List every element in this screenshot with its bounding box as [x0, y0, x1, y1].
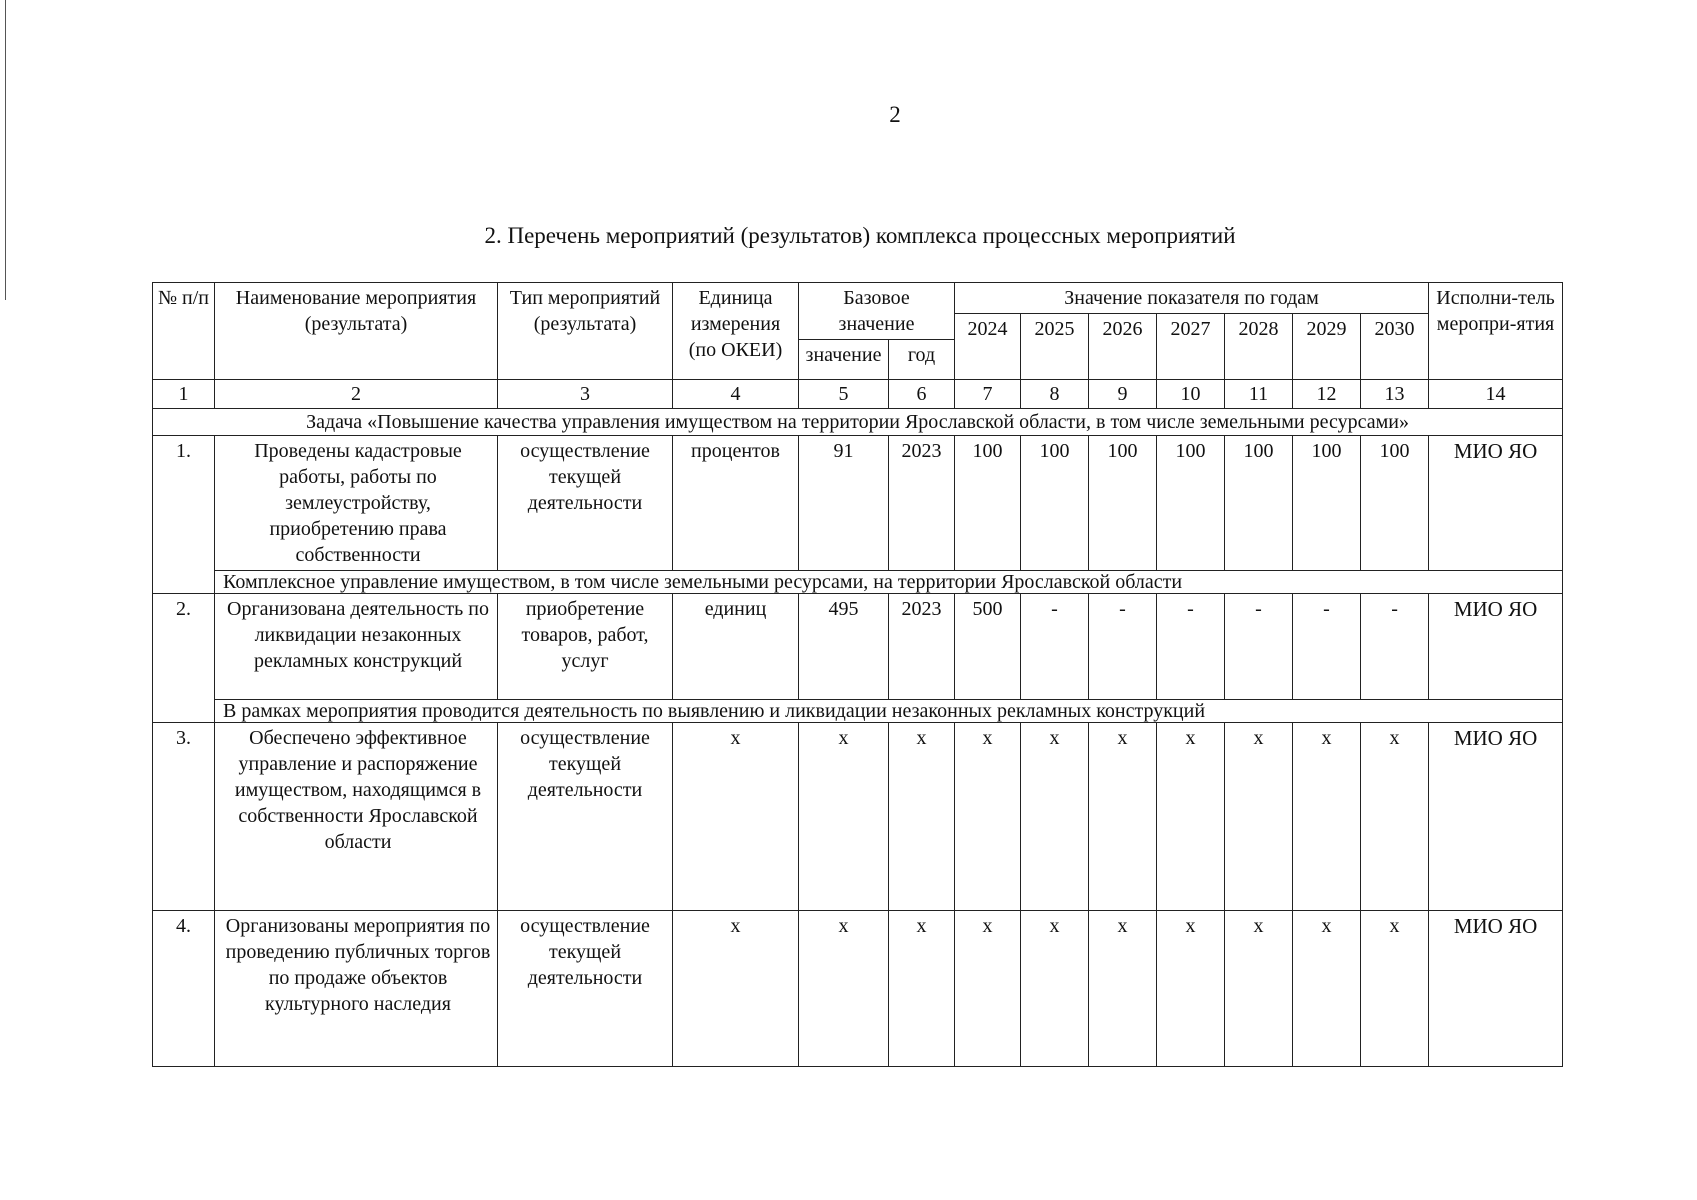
row-note: Комплексное управление имуществом, в том числе земельными ресурсами, на территории Ярославской области	[215, 571, 1563, 594]
table-row	[153, 594, 1563, 700]
row-base-value: х	[799, 723, 889, 911]
column-number: 11	[1225, 380, 1293, 409]
row-executor: МИО ЯО	[1429, 594, 1563, 700]
column-number: 7	[955, 380, 1021, 409]
header-base-value: значение	[799, 340, 889, 380]
row-name: Организована деятельность по ликвидации незаконных рекламных конструкций	[215, 594, 498, 700]
header-row-1	[153, 283, 1563, 314]
column-number: 6	[889, 380, 955, 409]
row-num: 4.	[153, 911, 215, 1067]
table-row	[153, 436, 1563, 571]
header-executor: Исполни-тель меропри-ятия	[1429, 283, 1563, 380]
column-number: 4	[673, 380, 799, 409]
row-base-year: 2023	[889, 436, 955, 571]
row-year-value: -	[1157, 594, 1225, 700]
row-year-value: х	[1021, 911, 1089, 1067]
column-number: 1	[153, 380, 215, 409]
row-year-value: х	[1293, 911, 1361, 1067]
header-year: 2029	[1293, 314, 1361, 380]
row-num: 2.	[153, 594, 215, 723]
row-base-year: 2023	[889, 594, 955, 700]
note-row	[153, 571, 1563, 594]
row-year-value: х	[955, 723, 1021, 911]
row-type: осуществление текущей деятельности	[498, 436, 673, 571]
row-base-value: х	[799, 911, 889, 1067]
column-number: 10	[1157, 380, 1225, 409]
header-base-year: год	[889, 340, 955, 380]
header-year: 2028	[1225, 314, 1293, 380]
row-base-value: 91	[799, 436, 889, 571]
row-year-value: х	[1293, 723, 1361, 911]
row-year-value: х	[1157, 723, 1225, 911]
task-row	[153, 409, 1563, 436]
row-executor: МИО ЯО	[1429, 911, 1563, 1067]
row-base-year: х	[889, 723, 955, 911]
header-values-by-year: Значение показателя по годам	[955, 283, 1429, 314]
note-row	[153, 700, 1563, 723]
row-year-value: х	[1157, 911, 1225, 1067]
row-year-value: х	[1089, 911, 1157, 1067]
row-type: приобретение товаров, работ, услуг	[498, 594, 673, 700]
row-year-value: х	[955, 911, 1021, 1067]
row-num: 3.	[153, 723, 215, 911]
row-year-value: -	[1361, 594, 1429, 700]
row-year-value: 100	[1021, 436, 1089, 571]
header-num: № п/п	[153, 283, 215, 380]
row-year-value: 100	[1361, 436, 1429, 571]
row-base-value: 495	[799, 594, 889, 700]
row-unit: х	[673, 723, 799, 911]
row-year-value: х	[1021, 723, 1089, 911]
header-base: Базовое значение	[799, 283, 955, 340]
row-name: Проведены кадастровые работы, работы по землеустройству, приобретению права собственности	[215, 436, 498, 571]
row-executor: МИО ЯО	[1429, 436, 1563, 571]
header-type: Тип мероприятий (результата)	[498, 283, 673, 380]
document-title: 2. Перечень мероприятий (результатов) комплекса процессных мероприятий	[484, 223, 1236, 248]
column-number: 9	[1089, 380, 1157, 409]
header-year: 2026	[1089, 314, 1157, 380]
column-number: 13	[1361, 380, 1429, 409]
header-unit: Единица измерения (по ОКЕИ)	[673, 283, 799, 380]
page-number: 2	[889, 102, 901, 127]
scan-edge-line	[5, 0, 6, 300]
header-name: Наименование мероприятия (результата)	[215, 283, 498, 380]
row-year-value: -	[1021, 594, 1089, 700]
row-year-value: -	[1089, 594, 1157, 700]
column-number: 8	[1021, 380, 1089, 409]
row-year-value: -	[1293, 594, 1361, 700]
row-year-value: 100	[1293, 436, 1361, 571]
row-year-value: х	[1089, 723, 1157, 911]
row-type: осуществление текущей деятельности	[498, 911, 673, 1067]
row-unit: х	[673, 911, 799, 1067]
measures-table	[152, 282, 1563, 1067]
row-year-value: 100	[1225, 436, 1293, 571]
row-year-value: х	[1225, 723, 1293, 911]
table-row	[153, 723, 1563, 911]
column-number: 5	[799, 380, 889, 409]
row-year-value: 100	[1157, 436, 1225, 571]
column-number: 12	[1293, 380, 1361, 409]
table-row	[153, 911, 1563, 1067]
column-numbers-row	[153, 380, 1563, 409]
task-title: Задача «Повышение качества управления имуществом на территории Ярославской области, в том числе земельными ресурсами»	[153, 409, 1563, 436]
column-number: 3	[498, 380, 673, 409]
row-unit: единиц	[673, 594, 799, 700]
row-unit: процентов	[673, 436, 799, 571]
row-year-value: х	[1361, 723, 1429, 911]
row-year-value: 500	[955, 594, 1021, 700]
header-year: 2024	[955, 314, 1021, 380]
row-base-year: х	[889, 911, 955, 1067]
header-year: 2027	[1157, 314, 1225, 380]
row-num: 1.	[153, 436, 215, 594]
row-name: Организованы мероприятия по проведению публичных торгов по продаже объектов культурного наследия	[215, 911, 498, 1067]
column-number: 2	[215, 380, 498, 409]
row-year-value: х	[1225, 911, 1293, 1067]
column-number: 14	[1429, 380, 1563, 409]
row-executor: МИО ЯО	[1429, 723, 1563, 911]
row-year-value: 100	[955, 436, 1021, 571]
row-year-value: х	[1361, 911, 1429, 1067]
row-type: осуществление текущей деятельности	[498, 723, 673, 911]
row-name: Обеспечено эффективное управление и распоряжение имуществом, находящимся в собственности Ярославской области	[215, 723, 498, 911]
header-year: 2025	[1021, 314, 1089, 380]
row-year-value: 100	[1089, 436, 1157, 571]
row-year-value: -	[1225, 594, 1293, 700]
row-note: В рамках мероприятия проводится деятельность по выявлению и ликвидации незаконных рекламных конструкций	[215, 700, 1563, 723]
header-year: 2030	[1361, 314, 1429, 380]
